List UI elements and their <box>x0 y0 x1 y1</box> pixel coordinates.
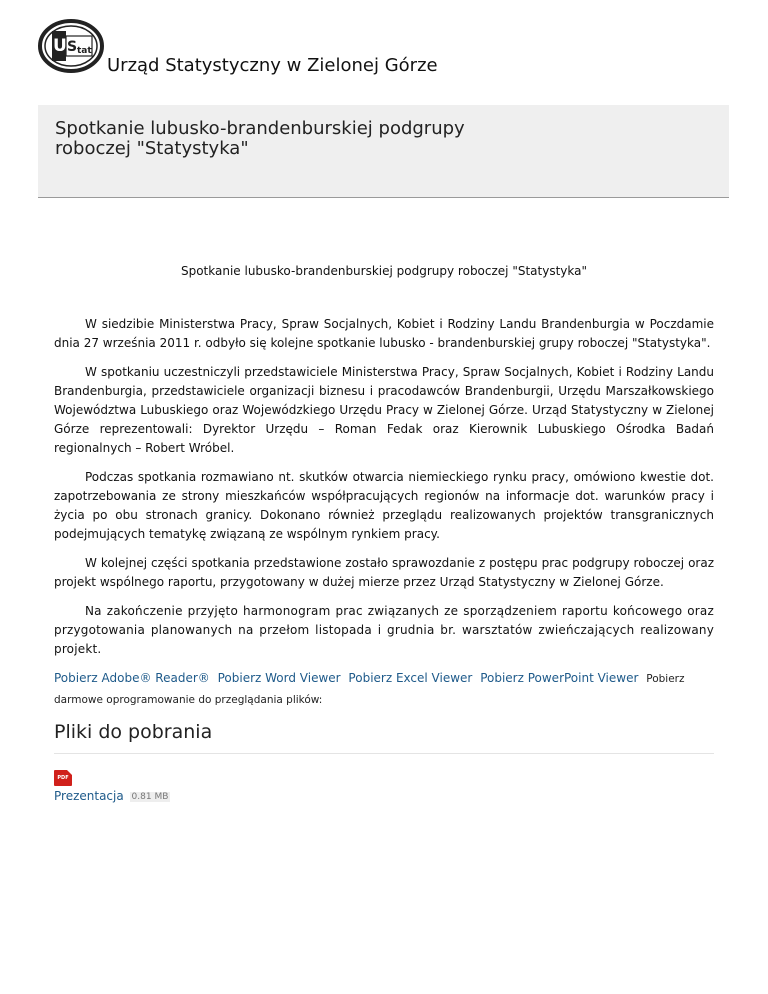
article-paragraph: Podczas spotkania rozmawiano nt. skutków otwarcia niemieckiego rynku pracy, omówiono kwestie dot. zapotrzebowania ze strony mieszkańców współpracujących regionów na informacje dot. warunków pracy i życia po obu stronach granicy. Dokonano również przeglądu realizowanych projektów transgranicznych podejmujących tematykę związaną ze wspólnym rynkiem pracy. <box>54 470 714 541</box>
file-size: 0.81 MB <box>131 791 169 802</box>
powerpoint-viewer-link[interactable]: Pobierz PowerPoint Viewer <box>480 671 639 685</box>
article-content <box>54 262 714 806</box>
ustat-logo[interactable] <box>38 18 106 74</box>
page-title-box <box>38 105 729 198</box>
site-header <box>38 18 738 76</box>
file-item <box>54 770 714 806</box>
article-subheading: Spotkanie lubusko-brandenburskiej podgrupy roboczej "Statystyka" <box>180 264 587 278</box>
svg-text:S: S <box>67 39 78 55</box>
svg-text:U: U <box>53 36 67 56</box>
pdf-icon[interactable]: PDF <box>54 770 72 786</box>
site-title: Urząd Statystyczny w Zielonej Górze <box>107 55 438 76</box>
article-paragraph: W kolejnej części spotkania przedstawione zostało sprawozdanie z postępu prac podgrupy roboczej oraz projekt wspólnego raportu, przygotowany w dużej mierze przez Urząd Statystyczny w Zielonej Górze. <box>54 556 714 589</box>
svg-text:tat: tat <box>77 46 92 56</box>
article-paragraph: W spotkaniu uczestniczyli przedstawiciele Ministerstwa Pracy, Spraw Socjalnych, Kobiet i Rodziny Landu Brandenburgia, przedstawiciele organizacji biznesu i pracodawców Brandenburgii, Urzędu Marszałkowskiego Województwa Lubuskiego oraz Wojewódzkiego Urzędu Pracy w Zielonej Górze. Urząd Statystyczny w Zielonej Górze reprezentowali: Dyrektor Urzędu – Roman Fedak oraz Kierownik Lubuskiego Ośrodka Badań regionalnych – Robert Wróbel. <box>54 365 714 455</box>
word-viewer-link[interactable]: Pobierz Word Viewer <box>217 671 341 685</box>
excel-viewer-link[interactable]: Pobierz Excel Viewer <box>348 671 473 685</box>
file-download-link[interactable]: Prezentacja <box>54 788 124 803</box>
viewer-note: Pobierz darmowe oprogramowanie do przeglądania plików: <box>54 673 685 706</box>
adobe-reader-link[interactable]: Pobierz Adobe® Reader® <box>54 671 210 685</box>
article-paragraph: W siedzibie Ministerstwa Pracy, Spraw Socjalnych, Kobiet i Rodziny Landu Brandenburgia w Poczdamie dnia 27 września 2011 r. odbyło się kolejne spotkanie lubusko - brandenburskiej grupy roboczej "Statystyka". <box>54 317 714 350</box>
downloads-heading: Pliki do pobrania <box>54 720 714 754</box>
article-paragraph: Na zakończenie przyjęto harmonogram prac związanych ze sporządzeniem raportu końcowego oraz przygotowania planowanych na przełom listopada i grudnia br. warsztatów zwieńczających realizowany projekt. <box>54 604 714 656</box>
viewer-links <box>54 668 714 710</box>
page-title: Spotkanie lubusko-brandenburskiej podgrupy roboczej "Statystyka" <box>55 118 465 159</box>
